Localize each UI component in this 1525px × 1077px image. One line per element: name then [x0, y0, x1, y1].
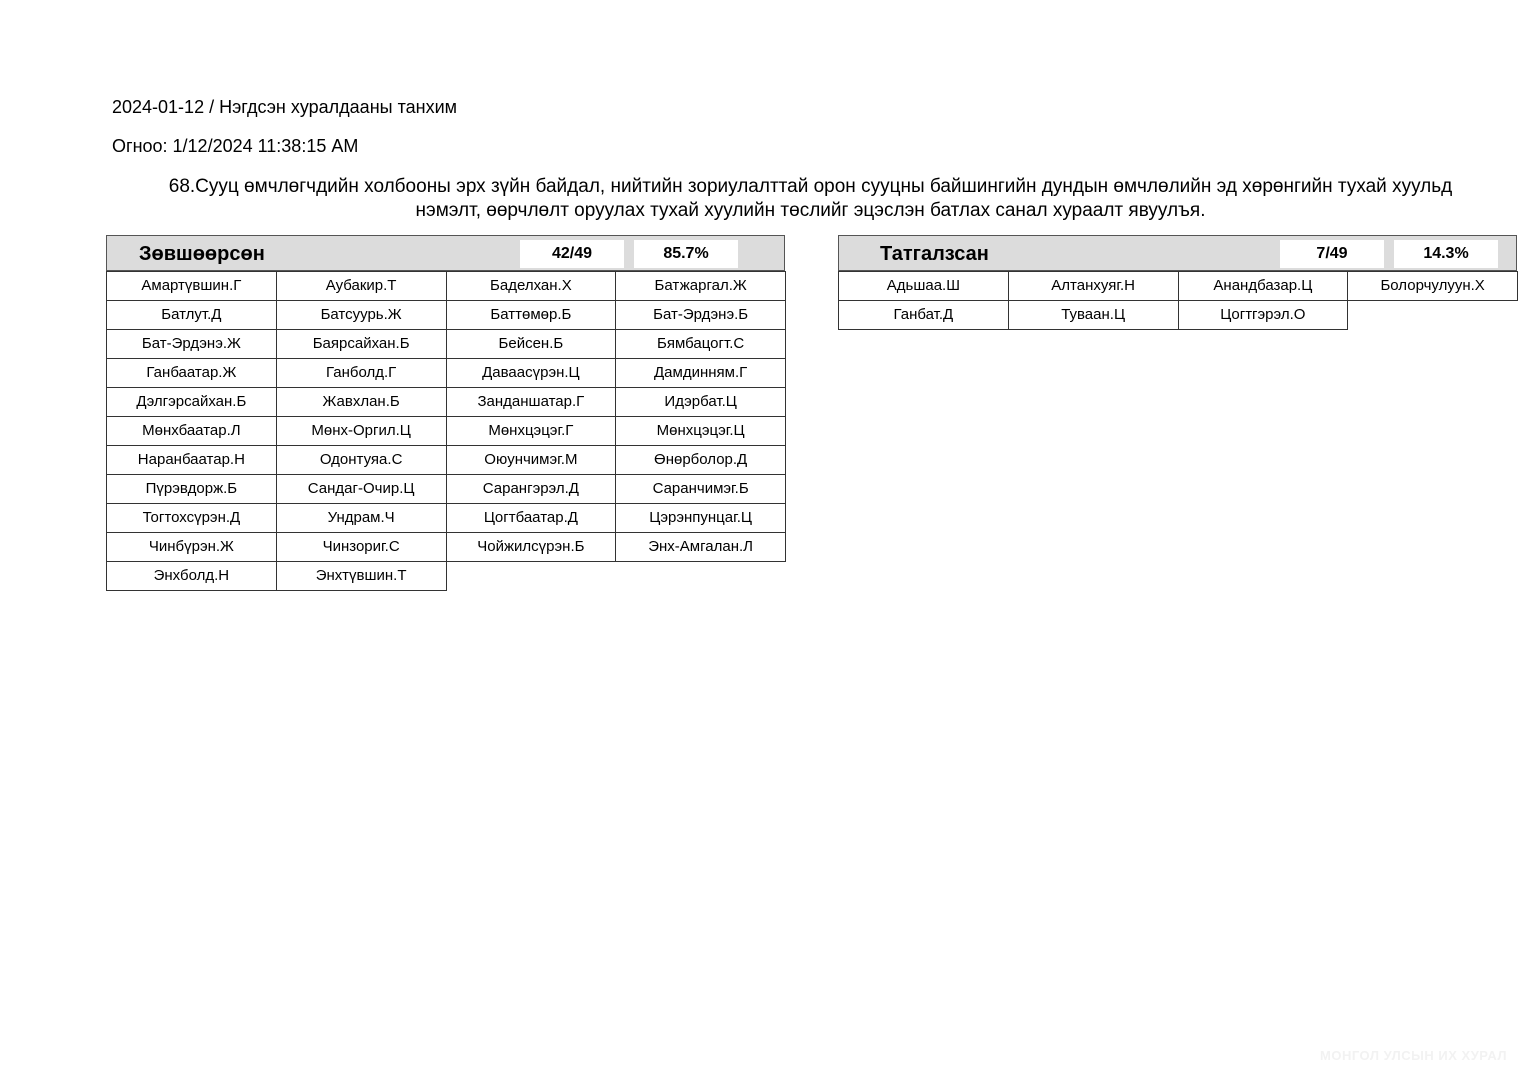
- member-name-cell: Тогтохсүрэн.Д: [106, 503, 277, 533]
- member-name-cell: Бямбацогт.С: [615, 329, 786, 359]
- member-name-cell: Баярсайхан.Б: [276, 329, 447, 359]
- member-name-cell: Цогтбаатар.Д: [446, 503, 617, 533]
- member-name-cell: Чинзориг.С: [276, 532, 447, 562]
- member-name-cell: Оюунчимэг.М: [446, 445, 617, 475]
- member-name-cell: Пүрэвдорж.Б: [106, 474, 277, 504]
- member-name-cell: Ганбат.Д: [838, 300, 1009, 330]
- member-name-cell: Энхболд.Н: [106, 561, 277, 591]
- member-name-cell: Баделхан.Х: [446, 271, 617, 301]
- member-name-cell: Аубакир.Т: [276, 271, 447, 301]
- rejected-count: 7/49: [1280, 240, 1384, 268]
- member-name-cell: Цогтгэрэл.О: [1178, 300, 1349, 330]
- member-name-cell: Энхтүвшин.Т: [276, 561, 447, 591]
- member-name-cell: Мөнхцэцэг.Ц: [615, 416, 786, 446]
- member-name-cell: Адьшаа.Ш: [838, 271, 1009, 301]
- member-name-cell: Энх-Амгалан.Л: [615, 532, 786, 562]
- member-name-cell: Батсуурь.Ж: [276, 300, 447, 330]
- member-name-cell: Занданшатар.Г: [446, 387, 617, 417]
- member-name-cell: Туваан.Ц: [1008, 300, 1179, 330]
- member-name-cell: Мөнхцэцэг.Г: [446, 416, 617, 446]
- member-name-cell: Наранбаатар.Н: [106, 445, 277, 475]
- member-name-cell: Бат-Эрдэнэ.Б: [615, 300, 786, 330]
- member-name-cell: Ганболд.Г: [276, 358, 447, 388]
- member-name-cell: Анандбазар.Ц: [1178, 271, 1349, 301]
- member-name-cell: Жавхлан.Б: [276, 387, 447, 417]
- member-name-cell: Чойжилсүрэн.Б: [446, 532, 617, 562]
- member-name-cell: Батжаргал.Ж: [615, 271, 786, 301]
- member-name-cell: Болорчулуун.Х: [1347, 271, 1518, 301]
- rejected-panel: [838, 235, 1517, 329]
- member-name-cell: Баттөмөр.Б: [446, 300, 617, 330]
- approved-count: 42/49: [520, 240, 624, 268]
- watermark: МОНГОЛ УЛСЫН ИХ ХУРАЛ: [1320, 1048, 1507, 1063]
- member-name-cell: Одонтуяа.С: [276, 445, 447, 475]
- rejected-percent: 14.3%: [1394, 240, 1498, 268]
- member-name-cell: Сандаг-Очир.Ц: [276, 474, 447, 504]
- date-line: Огноо: 1/12/2024 11:38:15 AM: [112, 136, 359, 156]
- member-name-cell: Дэлгэрсайхан.Б: [106, 387, 277, 417]
- member-name-cell: Мөнхбаатар.Л: [106, 416, 277, 446]
- member-name-cell: Чинбүрэн.Ж: [106, 532, 277, 562]
- member-name-cell: Даваасүрэн.Ц: [446, 358, 617, 388]
- member-name-cell: Идэрбат.Ц: [615, 387, 786, 417]
- session-line: 2024-01-12 / Нэгдсэн хуралдааны танхим: [112, 97, 457, 117]
- approved-panel: [106, 235, 785, 590]
- approved-percent: 85.7%: [634, 240, 738, 268]
- approved-header: [106, 235, 785, 271]
- member-name-cell: Саранчимэг.Б: [615, 474, 786, 504]
- approved-names-grid: [106, 271, 785, 590]
- member-name-cell: Бейсен.Б: [446, 329, 617, 359]
- member-name-cell: Цэрэнпунцаг.Ц: [615, 503, 786, 533]
- rejected-label: Татгалзсан: [880, 243, 989, 265]
- member-name-cell: Сарангэрэл.Д: [446, 474, 617, 504]
- member-name-cell: Ганбаатар.Ж: [106, 358, 277, 388]
- member-name-cell: Алтанхуяг.Н: [1008, 271, 1179, 301]
- rejected-names-grid: [838, 271, 1517, 329]
- member-name-cell: Ундрам.Ч: [276, 503, 447, 533]
- member-name-cell: Өнөрболор.Д: [615, 445, 786, 475]
- member-name-cell: Дамдинням.Г: [615, 358, 786, 388]
- vote-title: 68.Сууц өмчлөгчдийн холбооны эрх зүйн байдал, нийтийн зориулалттай орон сууцны байшингийн дундын өмчлөлийн эд хөрөнгийн тухай хуульд нэмэлт, өөрчлөлт оруулах тухай хуулийн төслийг эцэслэн батлах санал хураалт явуулъя.: [168, 176, 1453, 221]
- approved-label: Зөвшөөрсөн: [139, 243, 265, 265]
- member-name-cell: Мөнх-Оргил.Ц: [276, 416, 447, 446]
- rejected-header: [838, 235, 1517, 271]
- member-name-cell: Батлут.Д: [106, 300, 277, 330]
- member-name-cell: Бат-Эрдэнэ.Ж: [106, 329, 277, 359]
- member-name-cell: Амартүвшин.Г: [106, 271, 277, 301]
